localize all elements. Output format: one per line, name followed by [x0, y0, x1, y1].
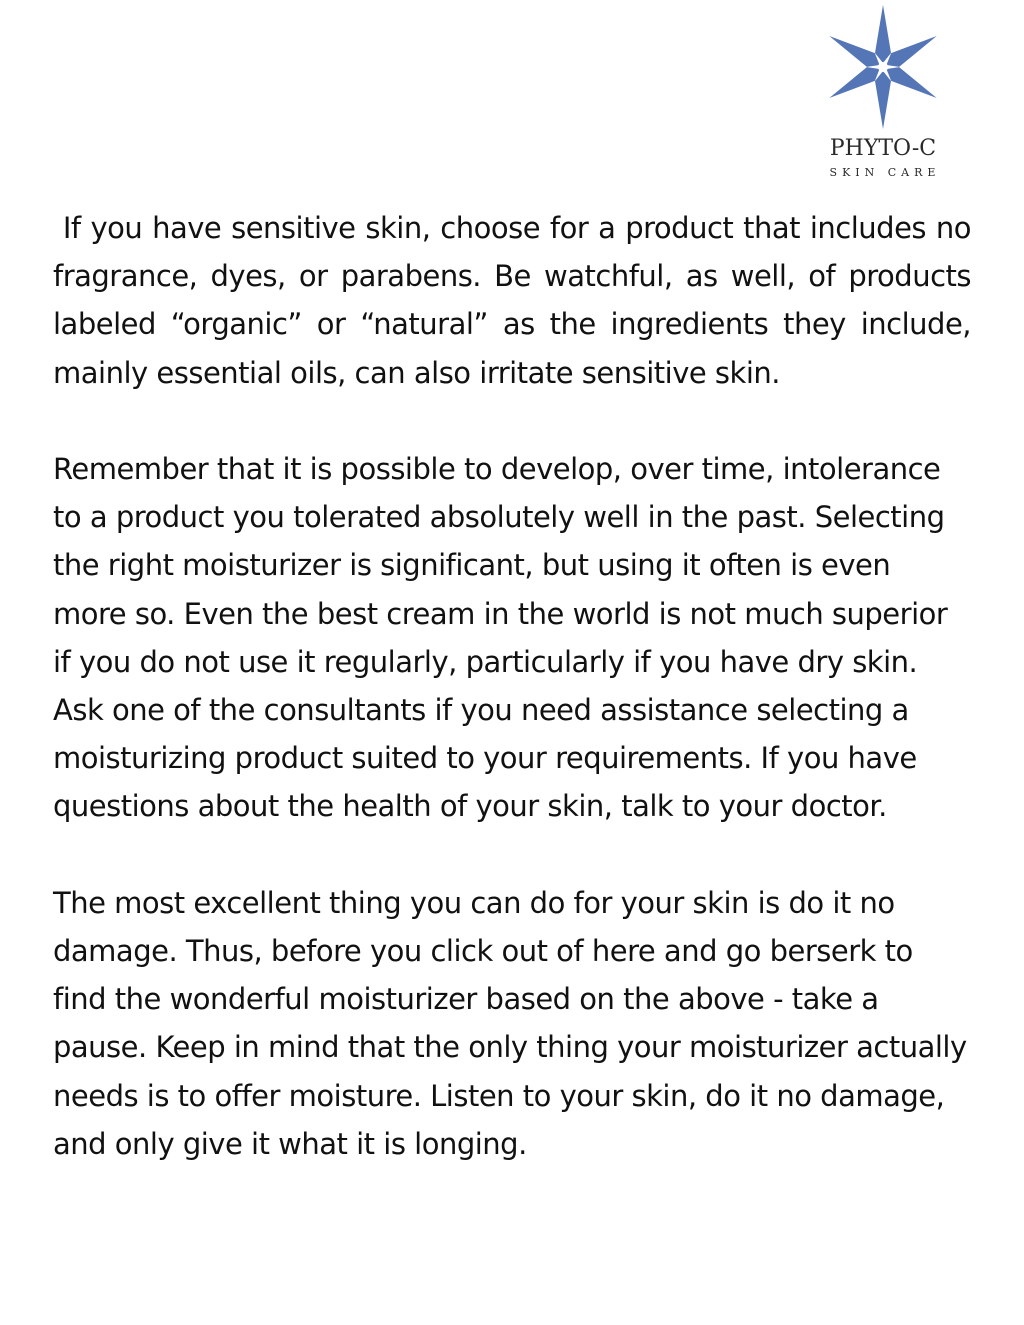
paragraph-sensitive-skin: If you have sensitive skin, choose for a product that includes no fragrance, dyes, or parabens. Be watchful, as well, of products labeled “organic” or “natural” as the ingredients they include, mainly essential oils, can also irritate sensitive skin.: [53, 211, 971, 390]
brand-name: PHYTO-C: [829, 136, 937, 161]
article-body: [53, 204, 971, 1168]
paragraph-gap: [53, 397, 971, 445]
brand-subtitle: SKIN CARE: [829, 166, 941, 179]
six-point-star-icon: [815, 2, 951, 132]
paragraph-gap: [53, 831, 971, 879]
paragraph-no-damage: The most excellent thing you can do for your skin is do it no damage. Thus, before you click out of here and go berserk to find the wonderful moisturizer based on the above - take a pause. Keep in mind that the only thing your moisturizer actually needs is to offer moisture. Listen to your skin, do it no damage, and only give it what it is longing.: [53, 885, 967, 1161]
paragraph-intolerance: Remember that it is possible to develop, over time, intolerance to a product you tolerated absolutely well in the past. Selecting the right moisturizer is significant, but using it often is even more so. Even the best cream in the world is not much superior if you do not use it regularly, particularly if you have dry skin. Ask one of the consultants if you need assistance selecting a moisturizing product suited to your requirements. If you have questions about the health of your skin, talk to your doctor.: [53, 452, 948, 824]
brand-logo: [815, 2, 951, 187]
